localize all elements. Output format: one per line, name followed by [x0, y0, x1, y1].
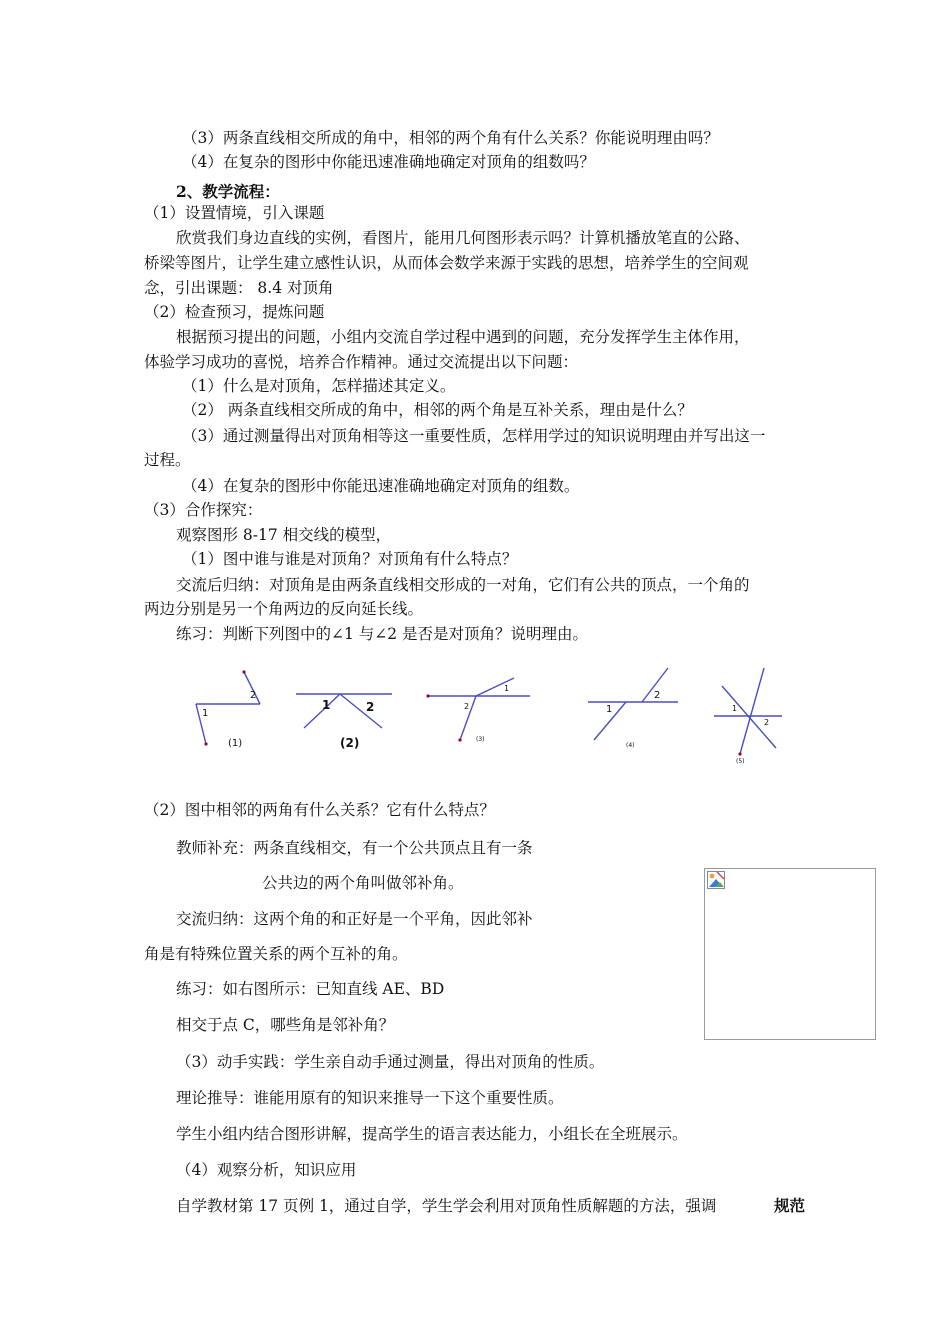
exercise-line: 练习：如右图所示：已知直线 AE、BD — [176, 980, 445, 998]
figure-5 — [712, 664, 784, 768]
figure-caption: (5) — [736, 758, 745, 765]
paragraph-line: 教师补充：两条直线相交，有一个公共顶点且有一条 — [176, 839, 533, 857]
paragraph-line: （4）观察分析，知识应用 — [176, 1161, 357, 1179]
angle-label-2: 2 — [764, 718, 770, 727]
figure-caption: (1) — [228, 738, 243, 749]
list-item-continuation: 过程。 — [144, 451, 191, 469]
figure-4 — [584, 662, 682, 754]
bold-emphasis: 规范 — [774, 1196, 806, 1215]
angle-label-1: 1 — [322, 698, 331, 712]
exercise-line: 相交于点 C，哪些角是邻补角？ — [176, 1016, 395, 1034]
section-heading-teaching-process: 2、教学流程： — [176, 182, 280, 201]
list-item: （4）在复杂的图形中你能迅速准确地确定对顶角的组数。 — [182, 477, 580, 495]
figure-line — [722, 686, 776, 748]
figure-caption: (3) — [476, 736, 485, 743]
paragraph-line: （1）图中谁与谁是对顶角？对顶角有什么特点？ — [182, 550, 518, 568]
figure-caption: (4) — [626, 742, 635, 749]
step-2-heading: （2）检查预习，提炼问题 — [144, 303, 325, 321]
point-dot — [242, 670, 245, 673]
list-item: （3）通过测量得出对顶角相等这一重要性质，怎样用学过的知识说明理由并写出这一 — [182, 427, 766, 445]
paragraph-line: 理论推导：谁能用原有的知识来推导一下这个重要性质。 — [176, 1089, 564, 1107]
angle-label-2: 2 — [464, 702, 470, 711]
step-3-heading: （3）合作探究： — [144, 501, 263, 519]
paragraph-line: （3）动手实践：学生亲自动手通过测量，得出对顶角的性质。 — [176, 1053, 605, 1071]
angle-label-2: 2 — [654, 690, 661, 701]
figure-line — [340, 694, 382, 728]
angle-label-1: 1 — [202, 708, 209, 719]
figure-3 — [424, 666, 534, 748]
angle-label-1: 1 — [504, 684, 510, 693]
figure-4-drawing — [584, 662, 682, 754]
broken-image-placeholder — [704, 868, 876, 1040]
angle-label-2: 2 — [366, 700, 375, 714]
figure-2 — [292, 682, 396, 754]
paragraph-line: 交流后归纳：对顶角是由两条直线相交形成的一对角，它们有公共的顶点，一个角的 — [176, 576, 750, 594]
paragraph-line: 根据预习提出的问题，小组内交流自学过程中遇到的问题，充分发挥学生主体作用， — [176, 328, 750, 346]
broken-image-icon — [707, 871, 725, 889]
paragraph-line: 欣赏我们身边直线的实例，看图片，能用几何图形表示吗？计算机播放笔直的公路、 — [176, 229, 750, 247]
point-dot — [738, 752, 741, 755]
question-adjacent-angles: （2）图中相邻的两角有什么关系？它有什么特点？ — [144, 801, 495, 819]
paragraph-line: 交流归纳：这两个角的和正好是一个平角，因此邻补 — [176, 910, 533, 928]
angle-label-1: 1 — [732, 704, 738, 713]
paragraph-line: 自学教材第 17 页例 1，通过自学，学生学会利用对顶角性质解题的方法，强调 — [176, 1197, 717, 1215]
angle-label-1: 1 — [606, 704, 613, 715]
figure-5-drawing — [712, 664, 784, 768]
question-4: （4）在复杂的图形中你能迅速准确地确定对顶角的组数吗？ — [182, 153, 595, 171]
paragraph-line: 角是有特殊位置关系的两个互补的角。 — [144, 945, 408, 963]
paragraph-line: 公共边的两个角叫做邻补角。 — [262, 874, 464, 892]
paragraph-line: 学生小组内结合图形讲解，提高学生的语言表达能力，小组长在全班展示。 — [176, 1125, 688, 1143]
point-dot — [458, 738, 461, 741]
angle-label-2: 2 — [250, 690, 257, 701]
list-item: （2） 两条直线相交所成的角中，相邻的两个角是互补关系，理由是什么？ — [182, 401, 693, 419]
paragraph-line: 两边分别是另一个角两边的反向延长线。 — [144, 600, 424, 618]
question-3: （3）两条直线相交所成的角中，相邻的两个角有什么关系？你能说明理由吗？ — [182, 129, 719, 147]
step-1-heading: （1）设置情境，引入课题 — [144, 204, 325, 222]
figure-1 — [188, 660, 268, 755]
paragraph-line: 体验学习成功的喜悦，培养合作精神。通过交流提出以下问题： — [144, 353, 579, 371]
paragraph-line: 念，引出课题： 8.4 对顶角 — [144, 279, 334, 297]
figure-caption: (2) — [340, 736, 360, 750]
paragraph-line: 桥梁等图片，让学生建立感性认识，从而体会数学来源于实践的思想，培养学生的空间观 — [144, 254, 749, 272]
point-dot — [204, 742, 207, 745]
point-dot — [426, 694, 429, 697]
exercise-line: 练习：判断下列图中的∠1 与∠2 是否是对顶角？说明理由。 — [176, 625, 589, 643]
list-item: （1）什么是对顶角，怎样描述其定义。 — [182, 377, 456, 395]
paragraph-line: 观察图形 8-17 相交线的模型， — [176, 526, 392, 544]
